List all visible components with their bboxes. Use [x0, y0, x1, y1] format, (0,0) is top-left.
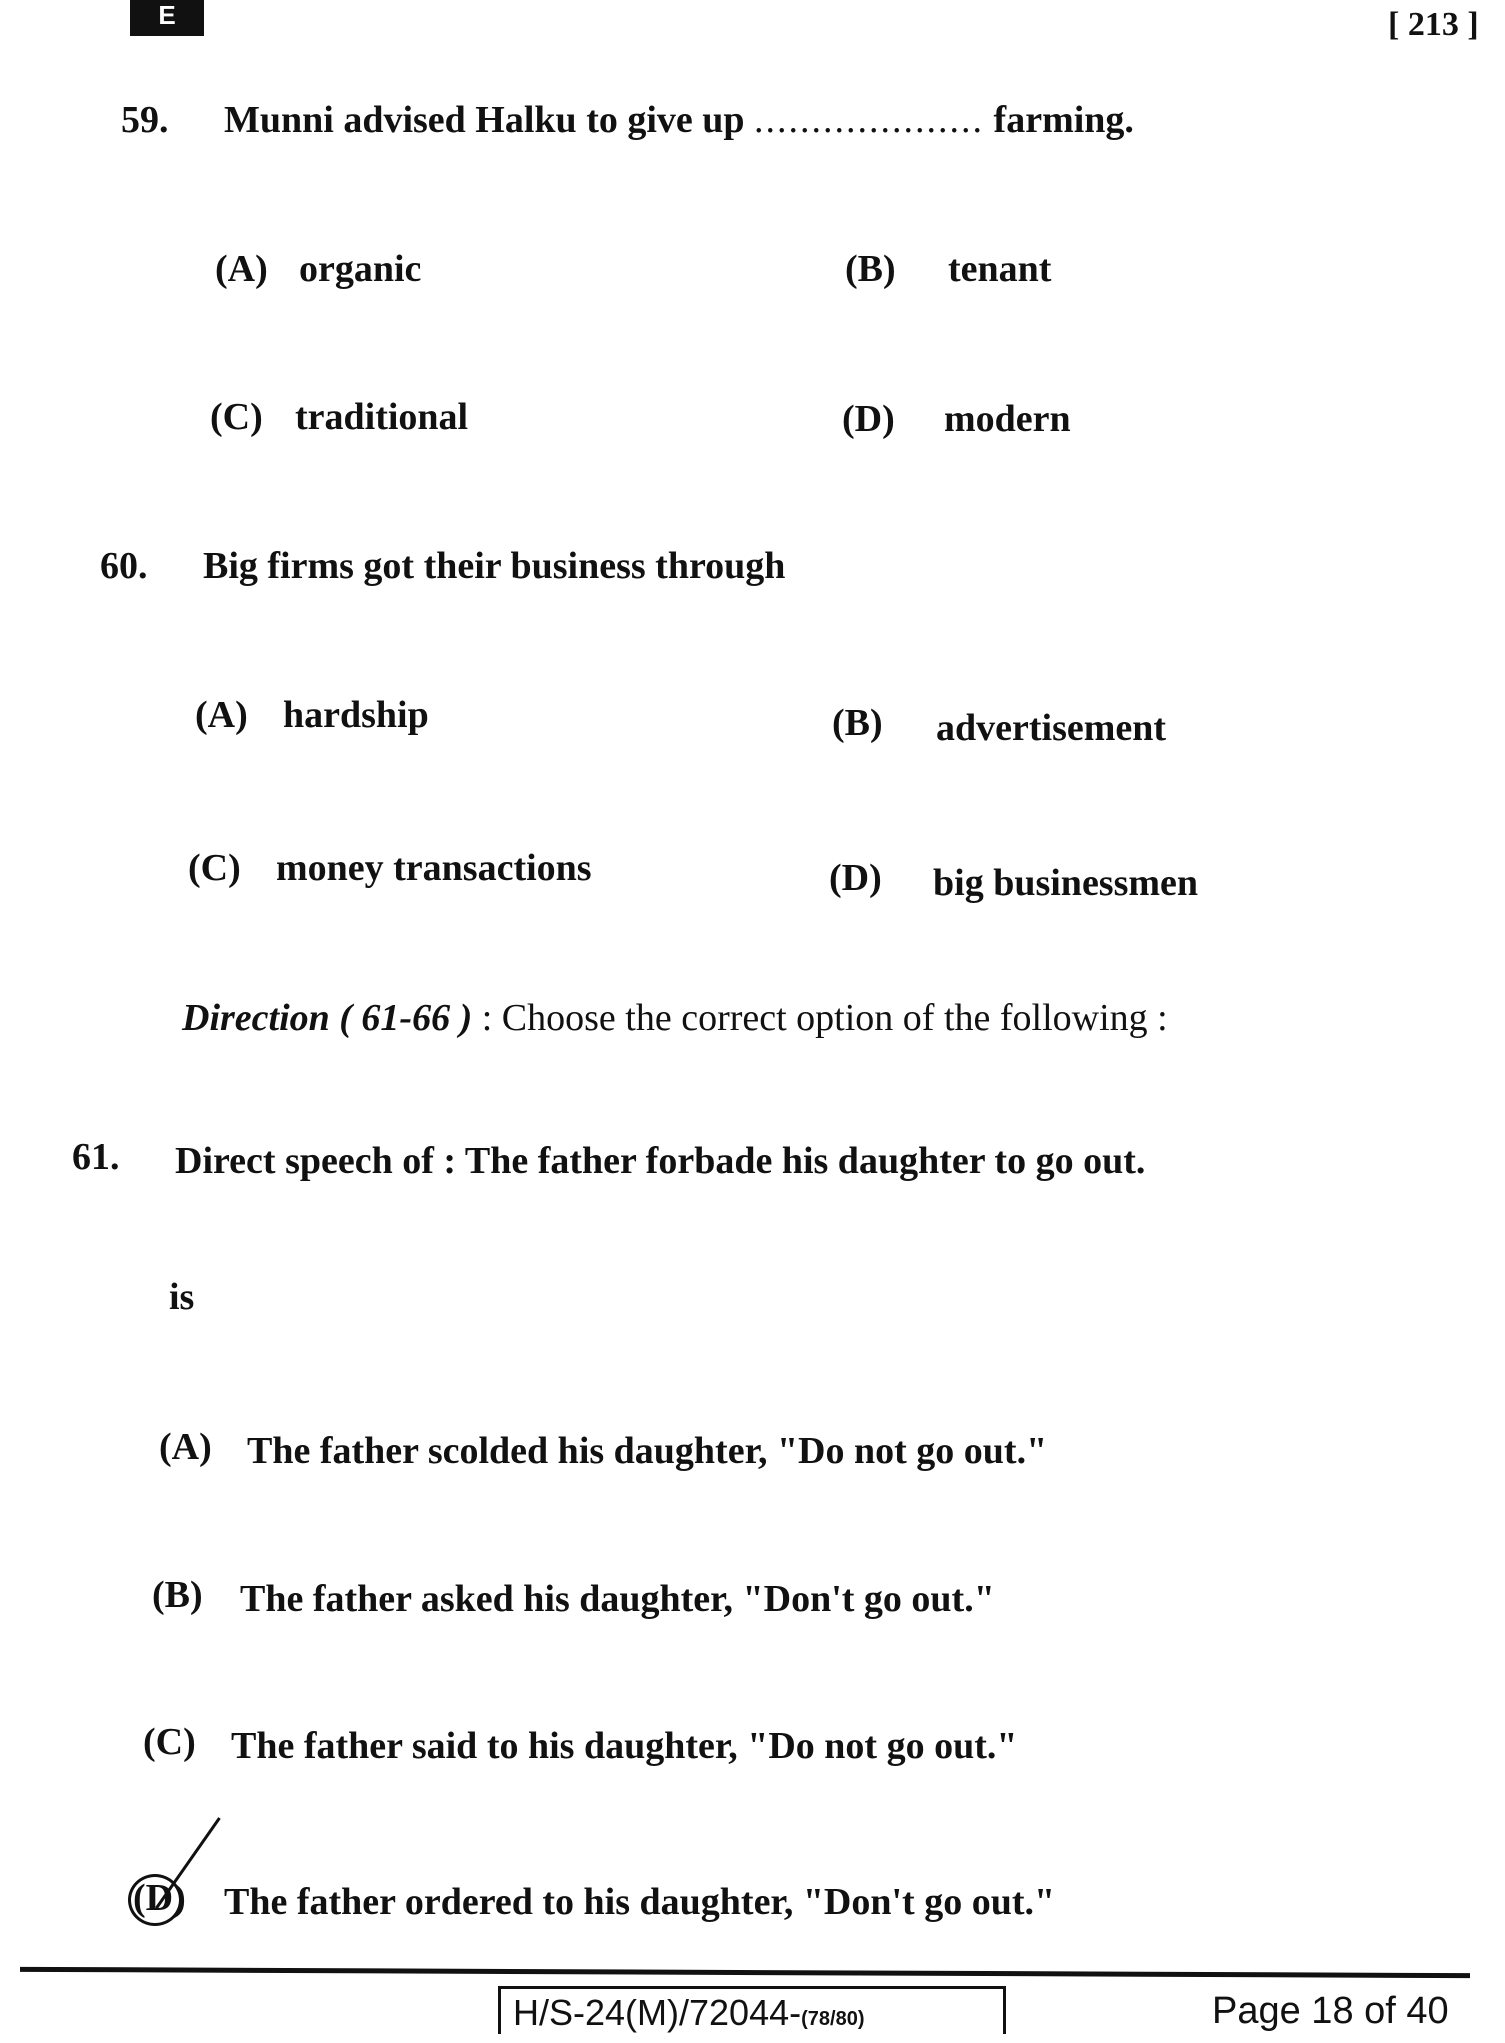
option-text: big businessmen	[933, 862, 1199, 904]
option-text: The father said to his daughter, "Do not go out."	[231, 1725, 1018, 1767]
option-text: traditional	[295, 396, 469, 438]
direction-text: : Choose the correct option of the following :	[481, 997, 1168, 1039]
option-label: (C)	[188, 847, 241, 889]
option-text: advertisement	[936, 707, 1167, 749]
option-text: hardship	[283, 694, 429, 736]
paper-code: [ 213 ]	[1388, 6, 1479, 43]
option-text: The father scolded his daughter, "Do not go out."	[247, 1430, 1048, 1472]
direction	[182, 995, 1168, 1041]
option-label: (C)	[210, 396, 263, 438]
option-label: (A)	[215, 248, 268, 290]
option-label: (A)	[159, 1426, 212, 1468]
question-text	[224, 97, 1134, 143]
option-label: (D)	[133, 1877, 186, 1919]
footer-code-box	[498, 1986, 1006, 2034]
set-label-box: E	[130, 0, 204, 36]
blank: ....................	[754, 99, 985, 141]
question-text-after: farming.	[993, 99, 1134, 141]
question-text: Direct speech of : The father forbade his daughter to go out.	[175, 1140, 1146, 1182]
option-text: The father ordered to his daughter, "Don't go out."	[224, 1881, 1056, 1923]
option-label: (B)	[845, 248, 896, 290]
option-text: The father asked his daughter, "Don't go out."	[240, 1578, 995, 1620]
page-number: Page 18 of 40	[1212, 1990, 1449, 2032]
question-text-continued: is	[169, 1276, 195, 1318]
option-text: money transactions	[276, 847, 592, 889]
question-number: 61.	[72, 1136, 120, 1178]
option-label: (D)	[842, 398, 895, 440]
footer-code-small: (78/80)	[801, 2008, 865, 2030]
option-label: (D)	[829, 857, 882, 899]
question-text: Big firms got their business through	[203, 545, 786, 587]
option-label: (A)	[195, 694, 248, 736]
footer-code: H/S-24(M)/72044-	[513, 1992, 802, 2033]
direction-label: Direction ( 61-66 )	[182, 997, 473, 1039]
question-text-before: Munni advised Halku to give up	[224, 99, 745, 141]
option-text: modern	[944, 398, 1071, 440]
option-label: (C)	[143, 1721, 196, 1763]
option-text: organic	[299, 248, 422, 290]
option-text: tenant	[948, 248, 1052, 290]
question-number: 59.	[121, 99, 169, 141]
footer-rule	[20, 1967, 1470, 1978]
option-label: (B)	[152, 1574, 203, 1616]
question-number: 60.	[100, 545, 148, 587]
option-label: (B)	[832, 702, 883, 744]
tick-mark	[155, 1817, 221, 1909]
